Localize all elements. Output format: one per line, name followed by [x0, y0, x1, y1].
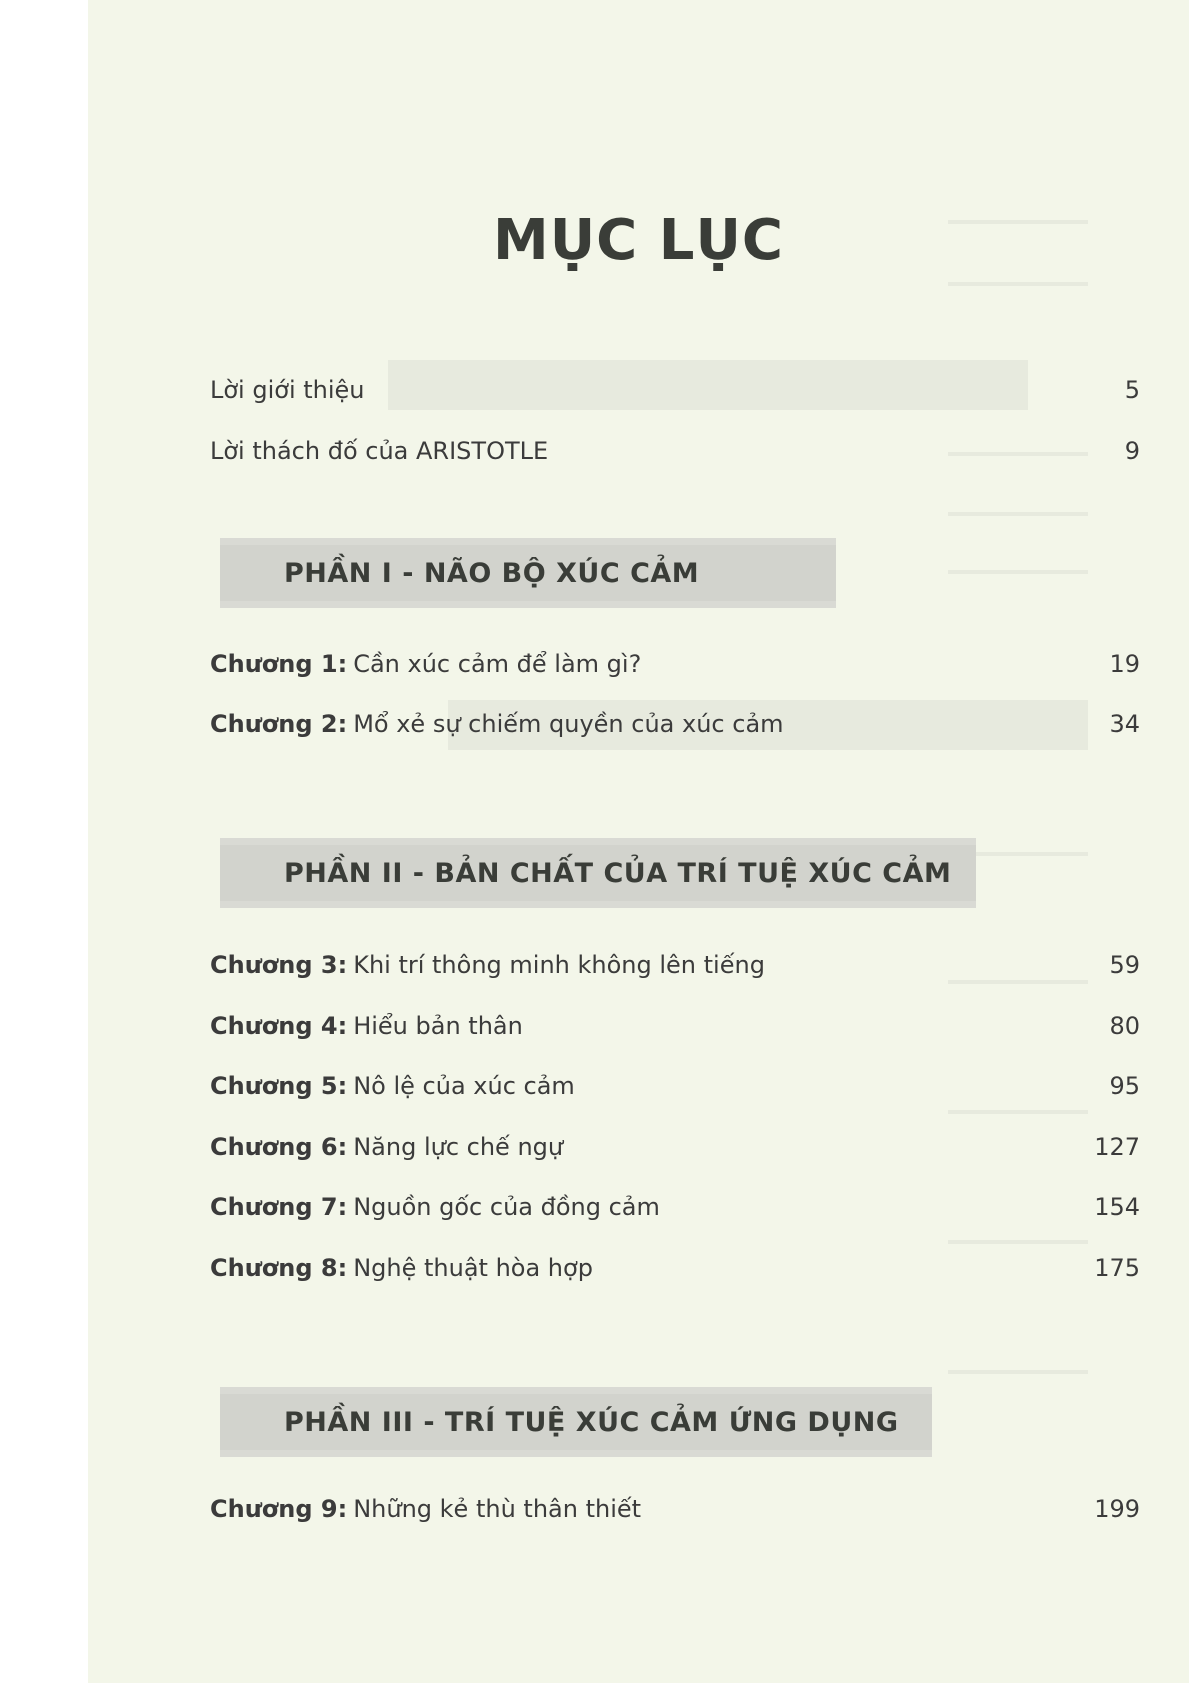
chapter-prefix: Chương 4:	[210, 1012, 348, 1040]
toc-entry-chapter-8[interactable]	[210, 1251, 1140, 1285]
chapter-prefix: Chương 7:	[210, 1193, 348, 1221]
toc-page-number: 19	[1109, 650, 1140, 678]
toc-entry-title: Lời thách đố của ARISTOTLE	[210, 437, 549, 465]
toc-page-number: 34	[1109, 710, 1140, 738]
section-heading-text: PHẦN I - NÃO BỘ XÚC CẢM	[284, 557, 700, 589]
toc-page-number: 80	[1109, 1012, 1140, 1040]
toc-entry-aristotle-challenge[interactable]	[210, 434, 1140, 468]
toc-page-number: 175	[1094, 1254, 1140, 1282]
chapter-title: Năng lực chế ngự	[353, 1133, 564, 1161]
toc-entry-chapter-2[interactable]	[210, 707, 1140, 741]
toc-entry-chapter-9[interactable]	[210, 1492, 1140, 1526]
toc-entry-chapter-5[interactable]	[210, 1069, 1140, 1103]
toc-page-number: 5	[1124, 376, 1140, 404]
chapter-title: Những kẻ thù thân thiết	[353, 1495, 642, 1523]
toc-entry-introduction[interactable]	[210, 373, 1140, 407]
chapter-title: Nguồn gốc của đồng cảm	[353, 1193, 660, 1221]
section-heading-part-2	[220, 838, 976, 908]
toc-entry-chapter-4[interactable]	[210, 1009, 1140, 1043]
section-heading-text: PHẦN III - TRÍ TUỆ XÚC CẢM ỨNG DỤNG	[284, 1406, 899, 1438]
chapter-prefix: Chương 6:	[210, 1133, 348, 1161]
toc-page-number: 154	[1094, 1193, 1140, 1221]
chapter-prefix: Chương 2:	[210, 710, 348, 738]
section-heading-part-1	[220, 538, 836, 608]
chapter-title: Hiểu bản thân	[353, 1012, 523, 1040]
book-page	[88, 0, 1189, 1683]
toc-entry-chapter-6[interactable]	[210, 1130, 1140, 1164]
toc-page-number: 127	[1094, 1133, 1140, 1161]
chapter-title: Cần xúc cảm để làm gì?	[353, 650, 642, 678]
toc-page-number: 59	[1109, 951, 1140, 979]
toc-entry-title: Lời giới thiệu	[210, 376, 365, 404]
chapter-prefix: Chương 8:	[210, 1254, 348, 1282]
chapter-prefix: Chương 1:	[210, 650, 348, 678]
chapter-prefix: Chương 9:	[210, 1495, 348, 1523]
toc-entry-chapter-3[interactable]	[210, 948, 1140, 982]
chapter-title: Nô lệ của xúc cảm	[353, 1072, 575, 1100]
chapter-title: Mổ xẻ sự chiếm quyền của xúc cảm	[353, 710, 784, 738]
toc-page-number: 95	[1109, 1072, 1140, 1100]
chapter-prefix: Chương 5:	[210, 1072, 348, 1100]
toc-entry-chapter-1[interactable]	[210, 647, 1140, 681]
toc-entry-chapter-7[interactable]	[210, 1190, 1140, 1224]
toc-page-number: 199	[1094, 1495, 1140, 1523]
chapter-title: Khi trí thông minh không lên tiếng	[353, 951, 765, 979]
toc-page-number: 9	[1124, 437, 1140, 465]
chapter-prefix: Chương 3:	[210, 951, 348, 979]
page-title: MỤC LỤC	[492, 208, 785, 273]
section-heading-part-3	[220, 1387, 932, 1457]
section-heading-text: PHẦN II - BẢN CHẤT CỦA TRÍ TUỆ XÚC CẢM	[284, 857, 952, 889]
chapter-title: Nghệ thuật hòa hợp	[353, 1254, 593, 1282]
